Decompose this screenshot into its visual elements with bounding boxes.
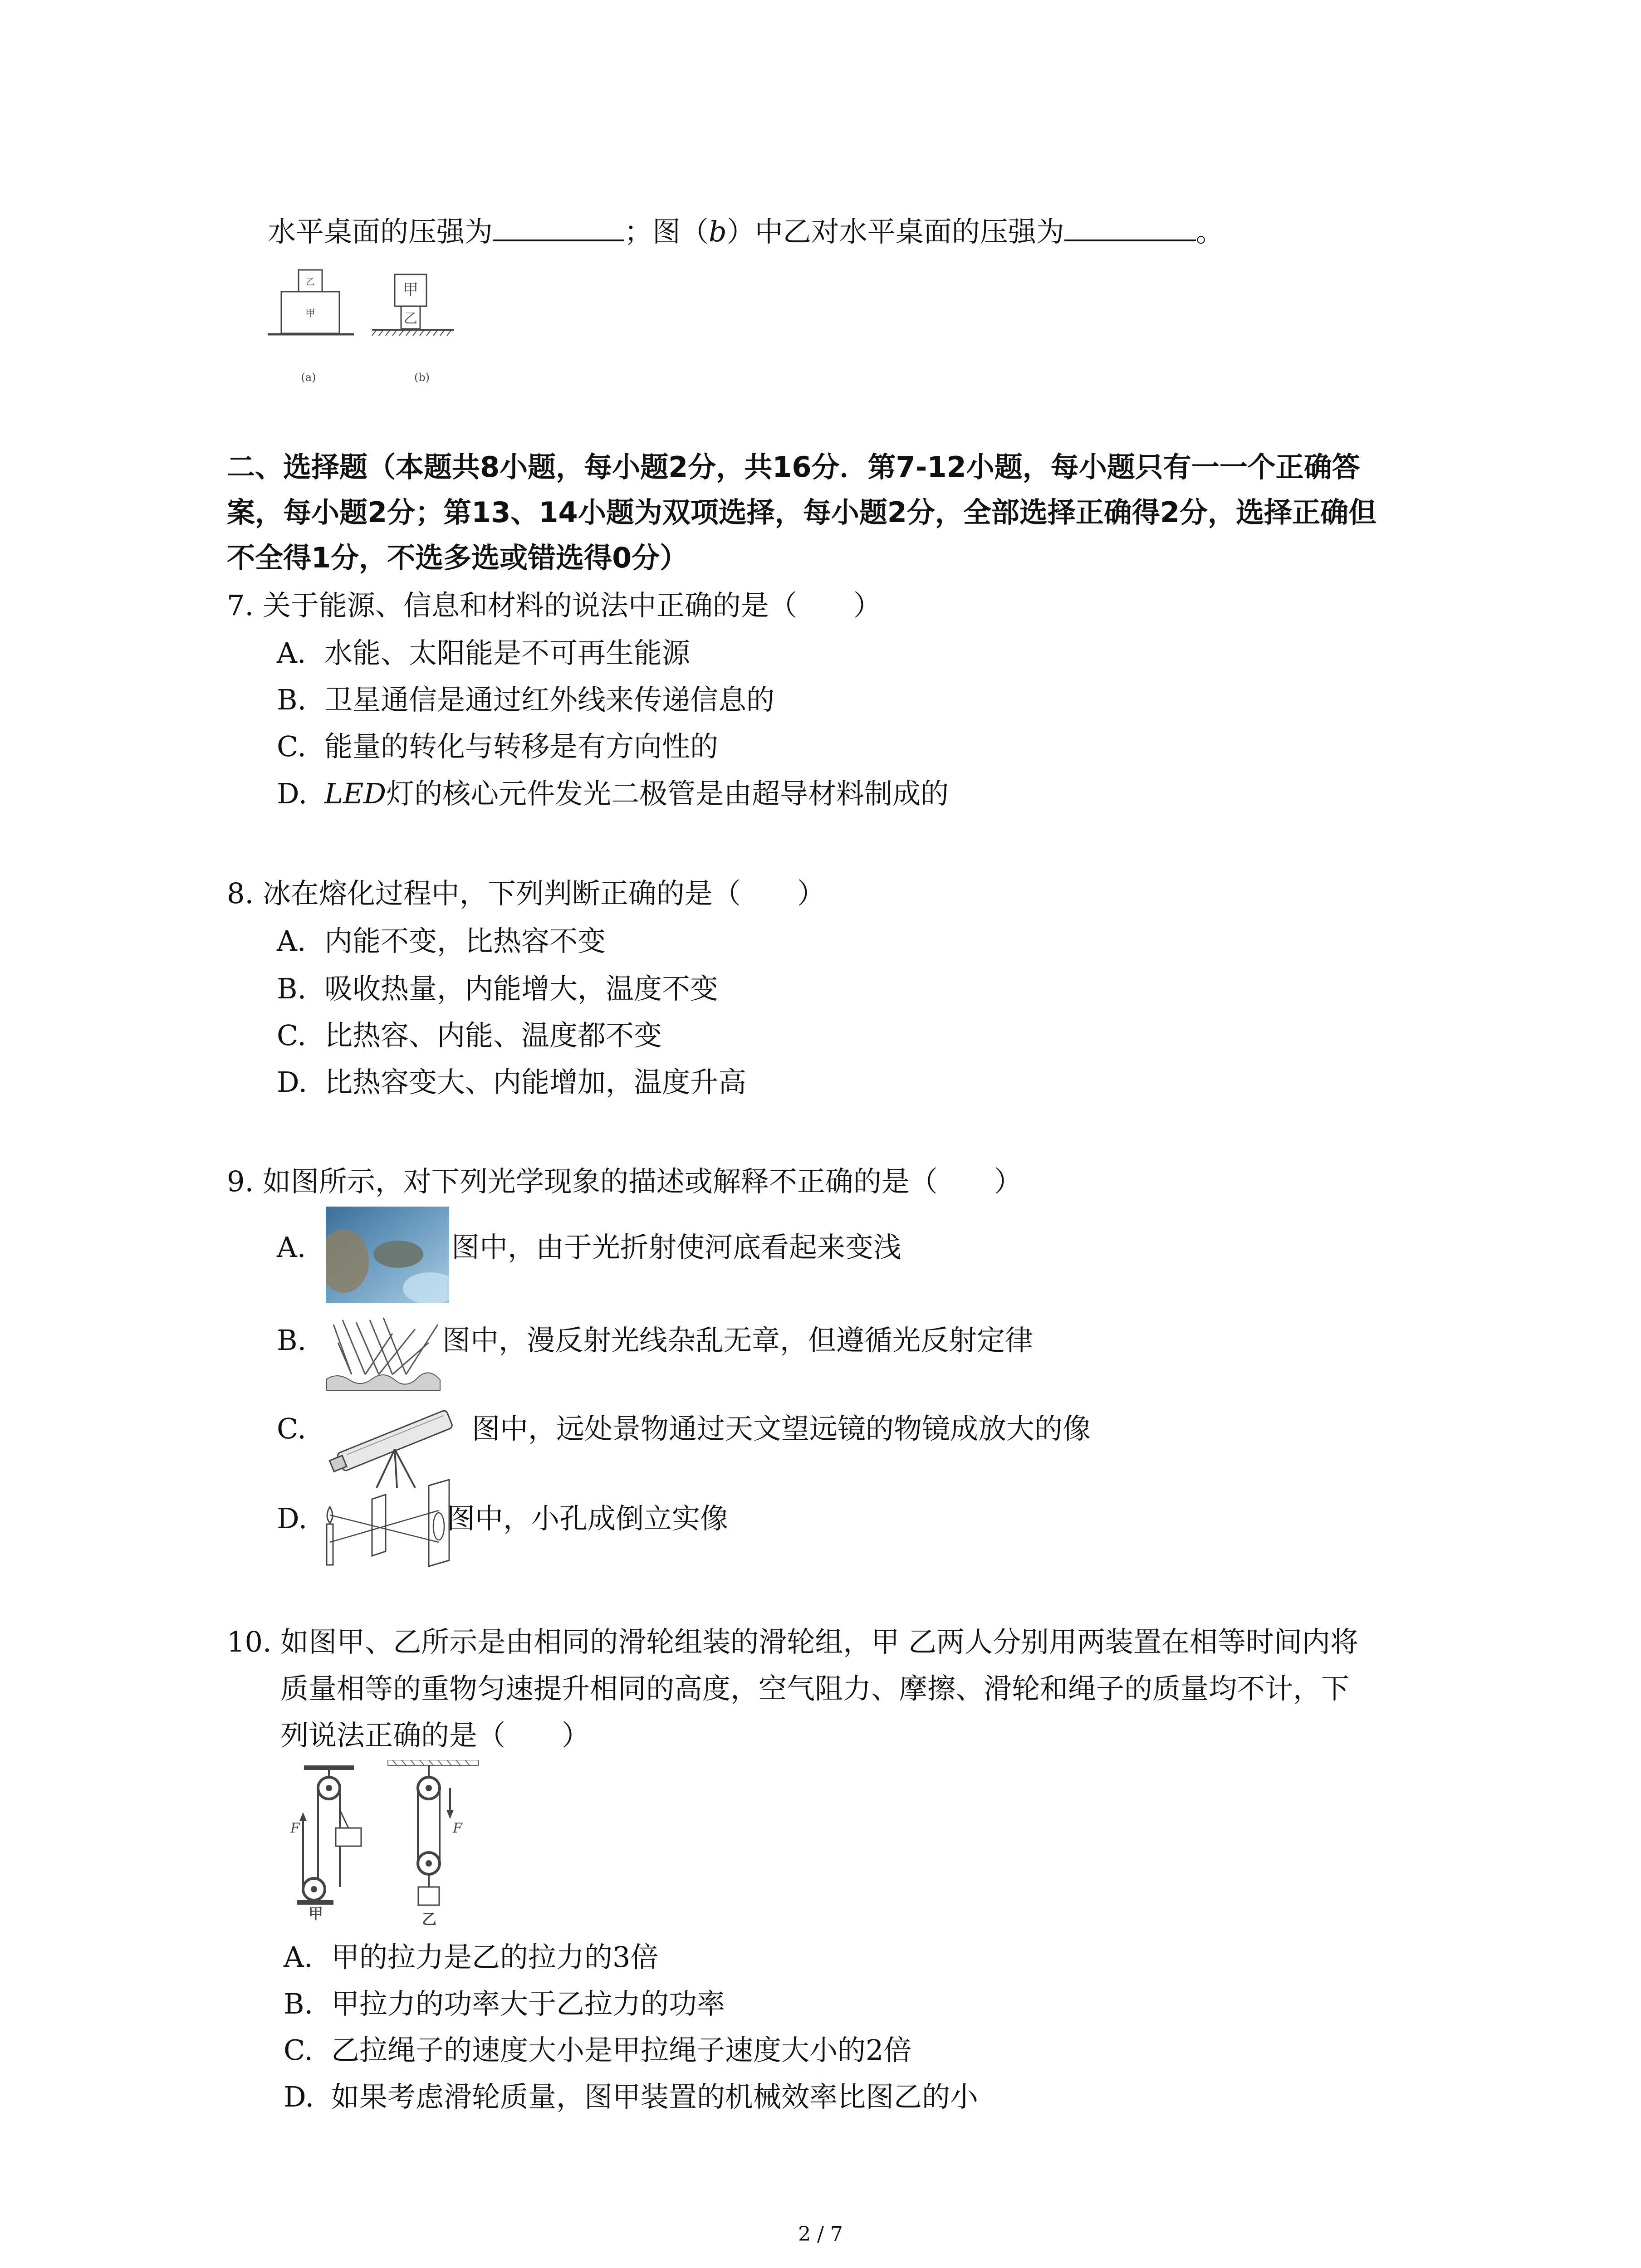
- q9-option-d-text: 图中，小孔成倒立实像: [447, 1502, 729, 1535]
- q6-figure: [263, 268, 499, 395]
- section2-line1: 二、选择题（本题共8小题，每小题2分，共16分．第7-12小题，每小题只有一一个正确答: [227, 450, 1360, 484]
- q6-sep: ；图（: [624, 215, 709, 248]
- q10-option-a[interactable]: A. 甲的拉力是乙的拉力的3倍: [284, 1941, 659, 1974]
- q10-line2: 质量相等的重物匀速提升相同的高度，空气阻力、摩擦、滑轮和绳子的质量均不计，下: [280, 1672, 1350, 1705]
- q8-option-d[interactable]: D. 比热容变大、内能增加，温度升高: [277, 1066, 747, 1099]
- q7-option-b[interactable]: B. 卫星通信是通过红外线来传递信息的: [277, 683, 775, 716]
- candle: [327, 1524, 333, 1565]
- diffuse-reflection-icon: [324, 1315, 442, 1393]
- q7-stem: 7. 关于能源、信息和材料的说法中正确的是（ ）: [227, 589, 882, 622]
- label-jia-pulley: 甲: [309, 1905, 323, 1922]
- q10-option-c[interactable]: C. 乙拉绳子的速度大小是甲拉绳子速度大小的2倍: [284, 2033, 912, 2067]
- label-jia-a: 甲: [305, 308, 316, 319]
- pinhole-camera-icon: [320, 1479, 460, 1569]
- force-label-yi: F: [453, 1820, 462, 1836]
- label-jia-b: 甲: [403, 281, 418, 299]
- q6-text2: ）中乙对水平桌面的压强为: [726, 215, 1064, 248]
- q6-text1: 水平桌面的压强为: [268, 215, 493, 248]
- label-yi-b: 乙: [404, 311, 417, 327]
- q9-stem: 9. 如图所示，对下列光学现象的描述或解释不正确的是（ ）: [227, 1165, 1022, 1198]
- q9-option-b-text: 图中，漫反射光线杂乱无章，但遵循光反射定律: [442, 1324, 1034, 1357]
- label-yi-pulley: 乙: [422, 1911, 437, 1928]
- section2-line2: 案，每小题2分；第13、14小题为双项选择，每小题2分，全部选择正确得2分，选择正确但: [227, 496, 1376, 529]
- answer-blank-2: [1064, 213, 1196, 241]
- q8-option-a[interactable]: A. 内能不变，比热容不变: [277, 924, 606, 958]
- q7-option-d[interactable]: D. LED灯的核心元件发光二极管是由超导材料制成的: [277, 777, 949, 810]
- answer-blank-1: [493, 213, 624, 241]
- pulley-jia: [290, 1765, 361, 1922]
- q6-tail-line: [268, 213, 1224, 250]
- pulley-yi: [388, 1760, 479, 1928]
- q10-option-d[interactable]: D. 如果考虑滑轮质量，图甲装置的机械效率比图乙的小: [284, 2080, 979, 2113]
- q9-option-a-letter[interactable]: A.: [277, 1231, 306, 1264]
- q10-line3: 列说法正确的是（ ）: [280, 1719, 590, 1752]
- q7-option-a[interactable]: A. 水能、太阳能是不可再生能源: [277, 636, 691, 670]
- page-number: 2 / 7: [798, 2223, 843, 2246]
- q8-option-c[interactable]: C. 比热容、内能、温度都不变: [277, 1019, 662, 1052]
- label-a: (a): [301, 371, 316, 384]
- q9-option-d-letter[interactable]: D.: [277, 1502, 308, 1535]
- label-b: (b): [414, 371, 430, 384]
- q8-stem: 8. 冰在熔化过程中，下列判断正确的是（ ）: [227, 877, 825, 910]
- label-yi-a: 乙: [306, 276, 315, 287]
- pulley-figure: [272, 1760, 508, 1932]
- q9-option-c-text: 图中，远处景物通过天文望远镜的物镜成放大的像: [472, 1412, 1091, 1445]
- q6-b-italic: b: [709, 215, 727, 248]
- q6-end: 。: [1195, 215, 1224, 248]
- q7-option-c[interactable]: C. 能量的转化与转移是有方向性的: [277, 730, 719, 763]
- q9-option-a-text: 图中，由于光折射使河底看起来变浅: [451, 1231, 902, 1264]
- q9-option-c-letter[interactable]: C.: [277, 1412, 306, 1445]
- q9-option-b-letter[interactable]: B.: [277, 1324, 307, 1357]
- force-label-jia: F: [290, 1820, 300, 1836]
- section2-line3: 不全得1分，不选多选或错选得0分）: [227, 541, 688, 574]
- q10-option-b[interactable]: B. 甲拉力的功率大于乙拉力的功率: [284, 1987, 725, 2020]
- telescope-icon: [318, 1395, 472, 1490]
- river-photo-icon: [326, 1207, 449, 1303]
- q8-option-b[interactable]: B. 吸收热量，内能增大，温度不变: [277, 972, 719, 1005]
- q10-line1: 10. 如图甲、乙所示是由相同的滑轮组装的滑轮组，甲 乙两人分别用两装置在相等时间内将: [227, 1625, 1359, 1658]
